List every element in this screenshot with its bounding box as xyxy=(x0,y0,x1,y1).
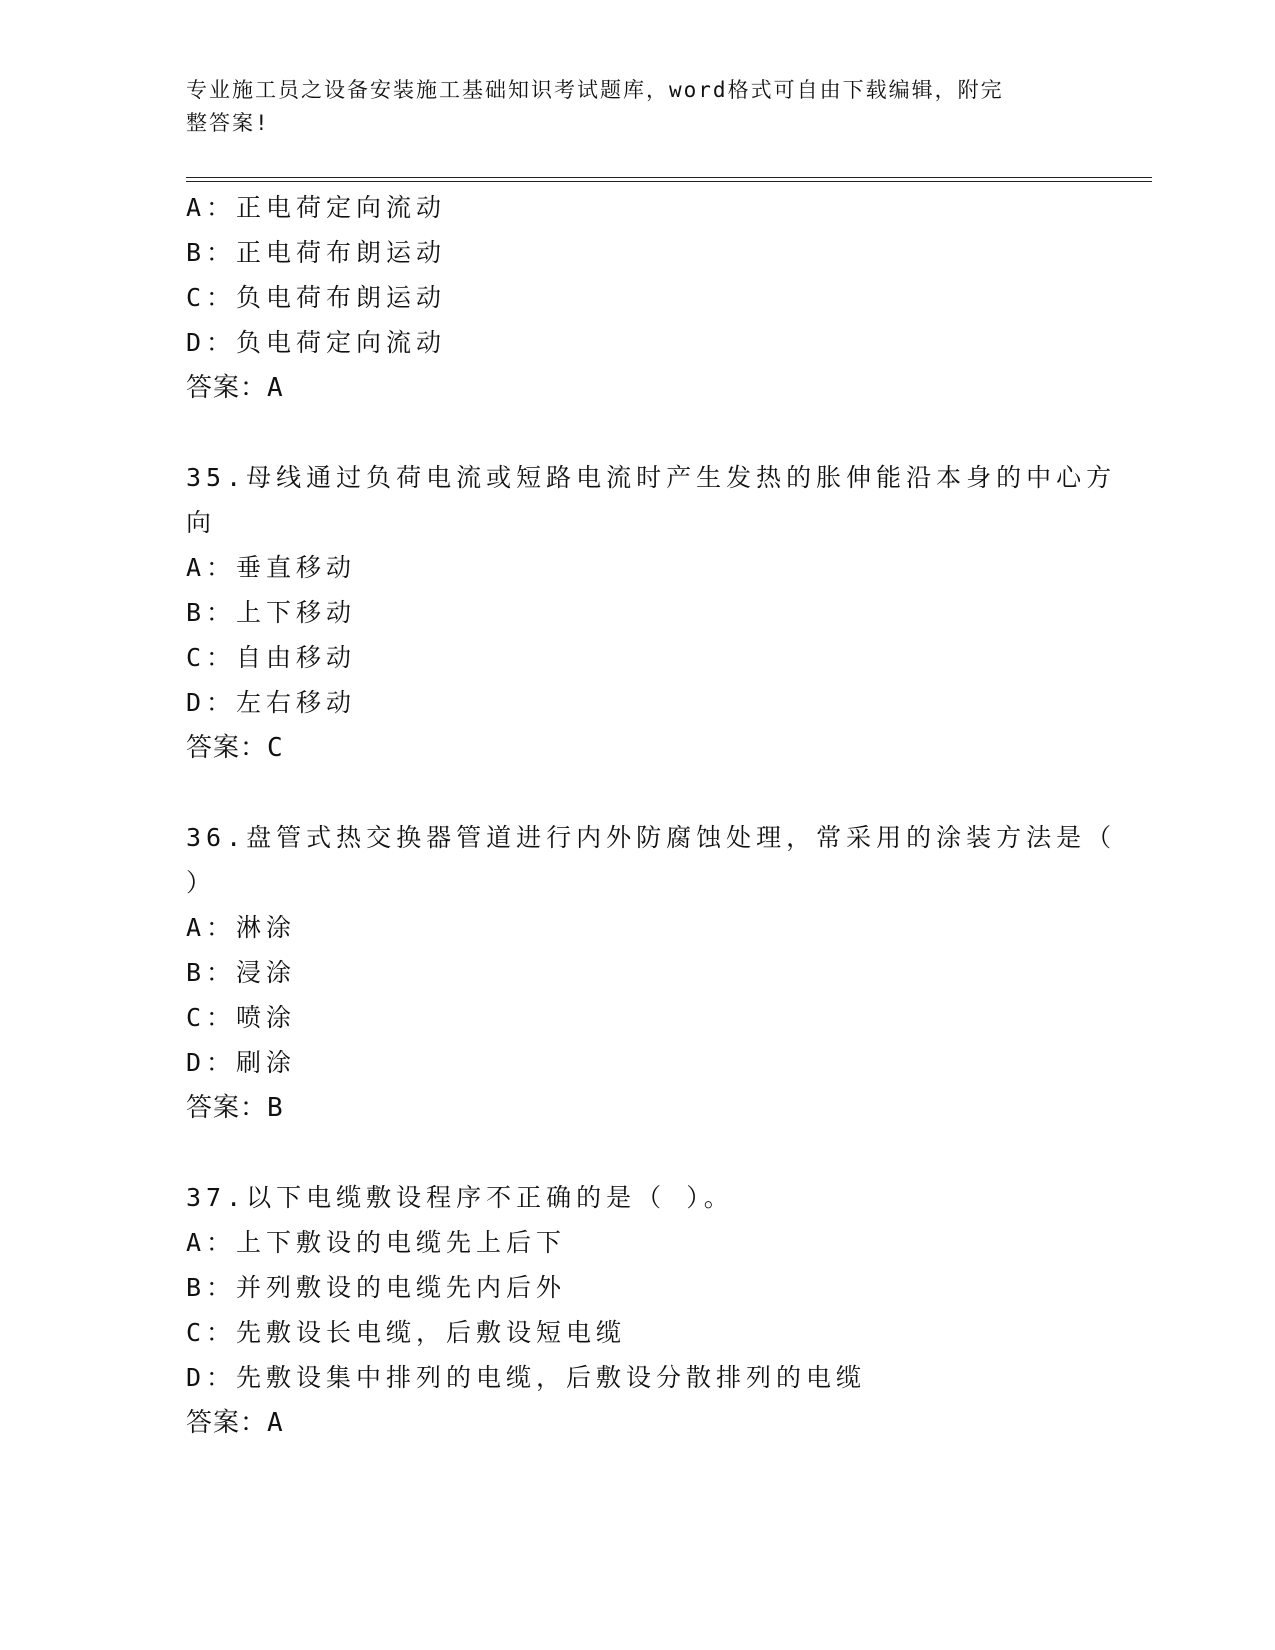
option-c: C：自由移动 xyxy=(186,643,357,672)
header-title-line-1: 专业施工员之设备安装施工基础知识考试题库，word格式可自由下载编辑，附完 xyxy=(186,78,1004,102)
answer-label: 答案： xyxy=(186,373,268,403)
option-c: C：负电荷布朗运动 xyxy=(186,283,447,312)
answer-line xyxy=(186,1407,284,1439)
option-d: D：刷涂 xyxy=(186,1048,297,1077)
question-text-line-1: 36.盘管式热交换器管道进行内外防腐蚀处理，常采用的涂装方法是（ xyxy=(186,823,1117,852)
answer-label: 答案： xyxy=(186,1093,268,1123)
question-text-line-2: 向 xyxy=(186,508,217,537)
option-c: C：喷涂 xyxy=(186,1003,297,1032)
answer-value: B xyxy=(267,1093,284,1123)
option-a: A：正电荷定向流动 xyxy=(186,193,447,222)
option-a: A：上下敷设的电缆先上后下 xyxy=(186,1228,567,1257)
answer-line xyxy=(186,1092,284,1124)
option-d: D：负电荷定向流动 xyxy=(186,328,447,357)
answer-value: A xyxy=(267,373,284,403)
header-divider xyxy=(186,177,1152,182)
option-b: B：并列敷设的电缆先内后外 xyxy=(186,1273,567,1302)
option-d: D：先敷设集中排列的电缆，后敷设分散排列的电缆 xyxy=(186,1363,867,1392)
answer-value: C xyxy=(267,733,284,763)
option-b: B：上下移动 xyxy=(186,598,357,627)
option-b: B：浸涂 xyxy=(186,958,297,987)
answer-label: 答案： xyxy=(186,1408,268,1438)
question-text-line-2: ） xyxy=(186,868,217,897)
answer-line xyxy=(186,732,284,764)
option-d: D：左右移动 xyxy=(186,688,357,717)
question-text-line-1: 35.母线通过负荷电流或短路电流时产生发热的胀伸能沿本身的中心方 xyxy=(186,463,1117,492)
option-b: B：正电荷布朗运动 xyxy=(186,238,447,267)
question-text-line-1: 37.以下电缆敷设程序不正确的是（ ）。 xyxy=(186,1183,734,1212)
answer-line xyxy=(186,372,284,404)
option-a: A：淋涂 xyxy=(186,913,297,942)
document-header xyxy=(186,74,1066,140)
header-title-line-2: 整答案! xyxy=(186,111,270,135)
option-c: C：先敷设长电缆，后敷设短电缆 xyxy=(186,1318,627,1347)
answer-value: A xyxy=(267,1408,284,1438)
answer-label: 答案： xyxy=(186,733,268,763)
option-a: A：垂直移动 xyxy=(186,553,357,582)
